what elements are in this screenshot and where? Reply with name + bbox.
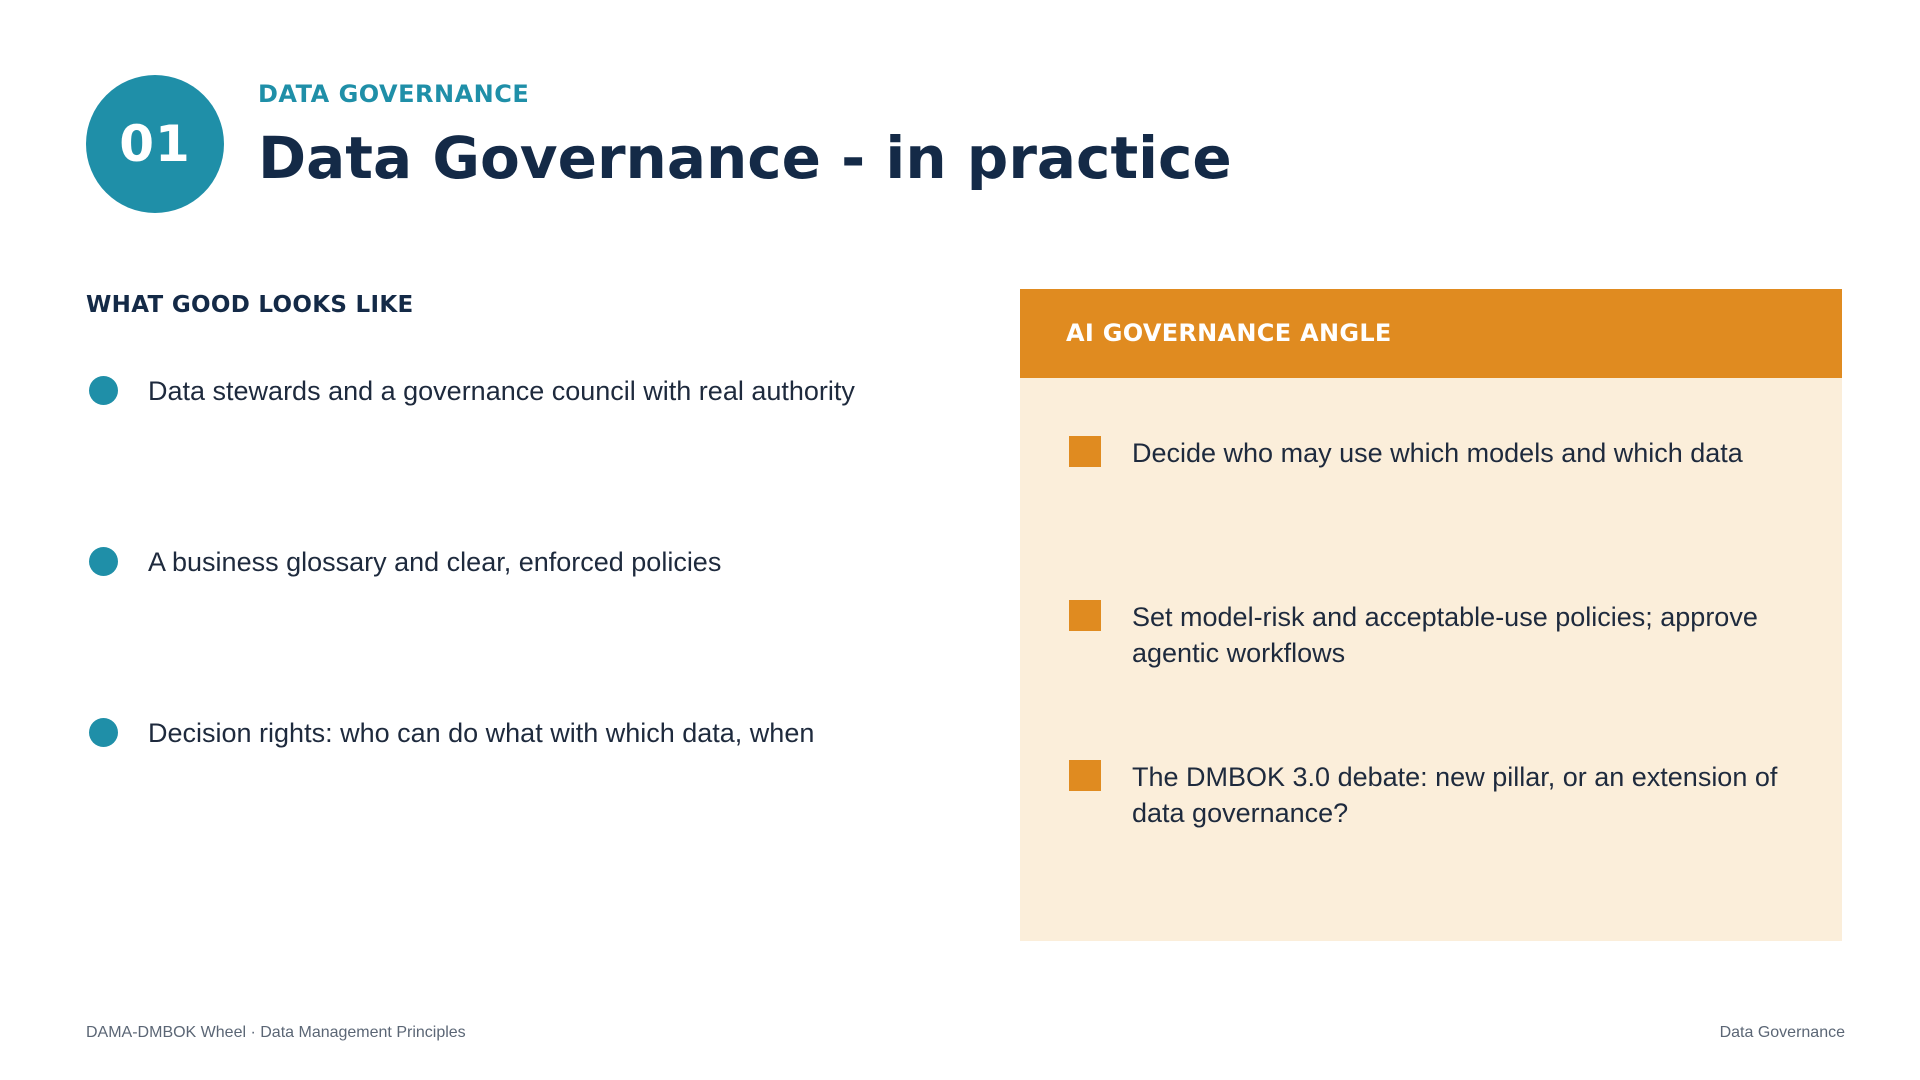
ai-governance-panel-header xyxy=(1020,289,1842,378)
list-item-text: Decision rights: who can do what with which data, when xyxy=(148,718,815,748)
list-item-text: Data stewards and a governance council with real authority xyxy=(148,376,855,406)
section-number: 01 xyxy=(119,115,191,173)
good-looks-like-heading: WHAT GOOD LOOKS LIKE xyxy=(86,292,414,318)
section-kicker: DATA GOVERNANCE xyxy=(258,80,530,108)
bullet-dot-icon xyxy=(89,718,118,747)
ai-governance-panel xyxy=(1020,378,1842,941)
list-item-text: Decide who may use which models and which data xyxy=(1132,438,1743,468)
list-item-text: Set model-risk and acceptable-use policies; approve agentic workflows xyxy=(1132,602,1758,668)
square-bullet-icon xyxy=(1069,436,1101,467)
footer-right: Data Governance xyxy=(1719,1024,1845,1041)
bullet-dot-icon xyxy=(89,547,118,576)
list-item-text: A business glossary and clear, enforced policies xyxy=(148,547,722,577)
square-bullet-icon xyxy=(1069,600,1101,631)
square-bullet-icon xyxy=(1069,760,1101,791)
section-number-badge xyxy=(86,75,224,213)
page-title: Data Governance - in practice xyxy=(258,124,1232,192)
panel-heading: AI GOVERNANCE ANGLE xyxy=(1066,319,1392,347)
bullet-dot-icon xyxy=(89,376,118,405)
list-item-text: The DMBOK 3.0 debate: new pillar, or an extension of data governance? xyxy=(1132,762,1778,828)
footer-left: DAMA-DMBOK Wheel · Data Management Principles xyxy=(86,1024,466,1041)
